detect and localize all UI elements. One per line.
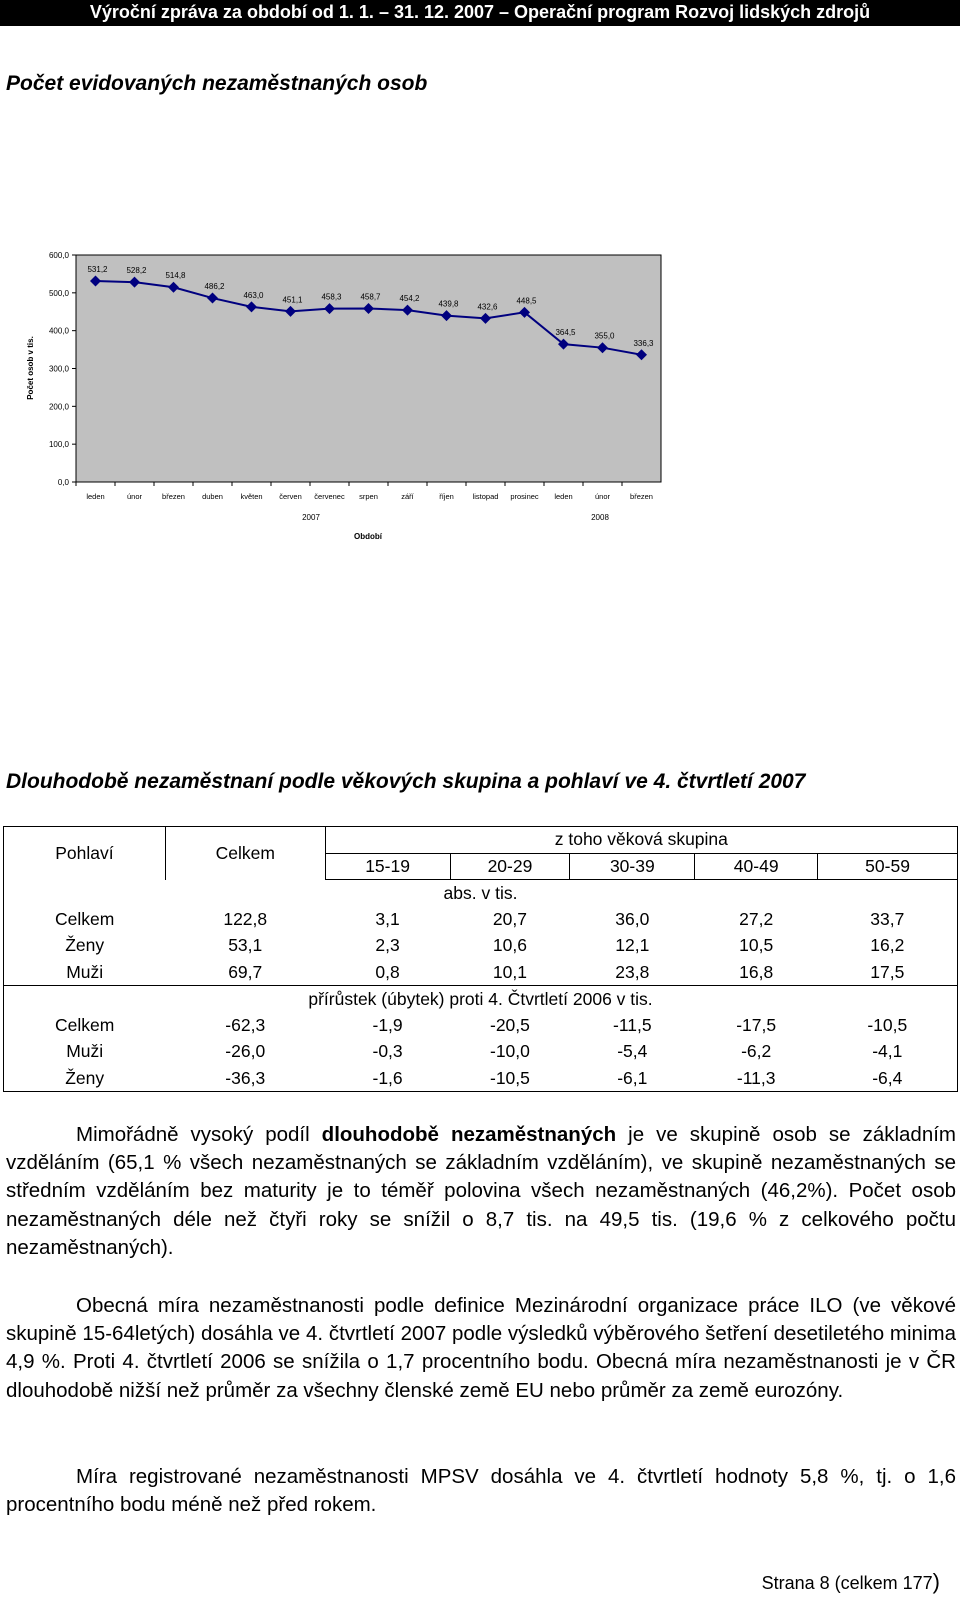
x-tick-label: září bbox=[401, 492, 414, 501]
header-age-30-39: 30-39 bbox=[570, 853, 695, 880]
paragraph-text: je ve skupině osob se základním vzděláním (65,1 % všech nezaměstnaných se základním vzděláním), ve skupině nezaměstnaných se středním vzděláním bez maturity je to téměř polovina všech nezaměstnaných (46,2%). Počet osob nezaměstnaných déle než čtyři roky se snížil o 8,7 tis. na 49,5 tis. (19,6 % z celkového počtu nezaměstnaných). bbox=[6, 1123, 956, 1259]
table-header-row bbox=[4, 827, 958, 854]
x-tick-label: duben bbox=[202, 492, 223, 501]
table-row bbox=[4, 1012, 958, 1039]
x-tick-label: únor bbox=[594, 492, 611, 501]
data-value-label: 448,5 bbox=[516, 296, 537, 306]
table-row bbox=[4, 906, 958, 933]
y-tick-label: 0,0 bbox=[57, 478, 69, 487]
cell-value: 20,7 bbox=[492, 908, 527, 929]
table-row bbox=[4, 1039, 958, 1066]
cell-value: 0,8 bbox=[325, 959, 450, 986]
x-tick-label: květen bbox=[240, 492, 263, 501]
cell-value: -11,5 bbox=[613, 1014, 652, 1035]
cell-value: -6,4 bbox=[818, 1065, 958, 1092]
cell-value: 16,2 bbox=[818, 933, 958, 960]
x-tick-label: únor bbox=[126, 492, 143, 501]
row-label: Celkem bbox=[4, 1012, 166, 1039]
data-value-label: 336,3 bbox=[633, 338, 654, 348]
chart-y-axis-label: Počet osob v tis. bbox=[26, 336, 35, 400]
y-tick-label: 200,0 bbox=[48, 402, 69, 412]
data-value-label: 364,5 bbox=[555, 328, 576, 338]
y-tick-label: 500,0 bbox=[48, 288, 69, 298]
row-label: Ženy bbox=[4, 933, 166, 960]
row-label: Ženy bbox=[4, 1065, 166, 1092]
data-value-label: 458,3 bbox=[321, 292, 342, 302]
row-label: Muži bbox=[4, 1039, 166, 1066]
chart-x-axis-label: Období bbox=[354, 532, 382, 541]
header-age-20-29: 20-29 bbox=[450, 853, 570, 880]
cell-value: -11,3 bbox=[695, 1065, 818, 1092]
y-tick-label: 100,0 bbox=[48, 440, 69, 450]
cell-celkem: -36,3 bbox=[165, 1065, 325, 1092]
x-tick-label: březen bbox=[162, 492, 185, 501]
data-value-label: 458,7 bbox=[360, 292, 381, 302]
cell-value: -5,4 bbox=[617, 1041, 648, 1062]
table-row bbox=[4, 1065, 958, 1092]
cell-value: -10,0 bbox=[490, 1041, 530, 1062]
cell-value: 27,2 bbox=[739, 908, 774, 929]
data-value-label: 451,1 bbox=[282, 295, 303, 305]
y-tick-label: 300,0 bbox=[48, 364, 69, 374]
section-title-long-term-unemployed: Dlouhodobě nezaměstnaní podle věkových skupina a pohlaví ve 4. čtvrtletí 2007 bbox=[6, 770, 806, 793]
chart-year-label-2008: 2008 bbox=[591, 513, 609, 522]
x-tick-label: leden bbox=[86, 492, 105, 501]
cell-celkem: 53,1 bbox=[228, 935, 263, 956]
cell-value: 10,5 bbox=[739, 935, 774, 956]
section-title-registered-unemployed: Počet evidovaných nezaměstnaných osob bbox=[6, 72, 428, 95]
cell-celkem: 69,7 bbox=[165, 959, 325, 986]
row-label: Muži bbox=[4, 959, 166, 986]
cell-value: 23,8 bbox=[570, 959, 695, 986]
paragraph-ilo-rate bbox=[6, 1292, 956, 1405]
data-value-label: 454,2 bbox=[399, 294, 420, 304]
data-value-label: 528,2 bbox=[126, 266, 147, 276]
unemployment-line-chart bbox=[0, 240, 680, 560]
x-tick-label: říjen bbox=[439, 492, 454, 501]
paragraph-text: Míra registrované nezaměstnanosti MPSV dosáhla ve 4. čtvrtletí hodnoty 5,8 %, tj. o 1,6 procentního bodu méně než před rokem. bbox=[6, 1465, 956, 1517]
x-tick-label: červenec bbox=[314, 492, 345, 501]
data-value-label: 355,0 bbox=[594, 331, 615, 341]
cell-value: -1,9 bbox=[372, 1014, 403, 1035]
table-subheader-change bbox=[4, 986, 958, 1013]
cell-value: -20,5 bbox=[490, 1014, 530, 1035]
cell-value: 17,5 bbox=[818, 959, 958, 986]
cell-celkem: 122,8 bbox=[223, 908, 268, 929]
header-age-group: z toho věková skupina bbox=[325, 827, 957, 854]
cell-celkem: -62,3 bbox=[225, 1014, 266, 1035]
cell-value: 12,1 bbox=[615, 935, 650, 956]
header-celkem: Celkem bbox=[165, 827, 325, 880]
cell-value: -10,5 bbox=[450, 1065, 570, 1092]
cell-value: -17,5 bbox=[736, 1014, 777, 1035]
data-value-label: 439,8 bbox=[438, 299, 459, 309]
cell-value: -6,1 bbox=[570, 1065, 695, 1092]
cell-value: -0,3 bbox=[372, 1041, 403, 1062]
cell-value: -10,5 bbox=[818, 1012, 958, 1039]
x-tick-label: březen bbox=[630, 492, 653, 501]
x-tick-label: červen bbox=[279, 492, 302, 501]
table-subheader-abs bbox=[4, 880, 958, 907]
header-age-50-59: 50-59 bbox=[818, 853, 958, 880]
header-age-40-49: 40-49 bbox=[695, 853, 818, 880]
table-row bbox=[4, 933, 958, 960]
x-tick-label: listopad bbox=[472, 492, 499, 501]
data-value-label: 531,2 bbox=[87, 265, 108, 275]
cell-value: 10,1 bbox=[450, 959, 570, 986]
x-tick-label: prosinec bbox=[510, 492, 539, 501]
cell-value: -4,1 bbox=[818, 1039, 958, 1066]
data-value-label: 463,0 bbox=[243, 290, 264, 300]
subheader-change: přírůstek (úbytek) proti 4. Čtvrtletí 2006 v tis. bbox=[4, 986, 958, 1013]
cell-celkem: -26,0 bbox=[225, 1041, 266, 1062]
page-footer bbox=[762, 1569, 940, 1595]
cell-value: 16,8 bbox=[695, 959, 818, 986]
chart-plot-area bbox=[76, 255, 661, 482]
cell-value: 36,0 bbox=[615, 908, 650, 929]
paragraph-long-term bbox=[6, 1121, 956, 1262]
chart-x-axis bbox=[76, 482, 653, 501]
x-tick-label: leden bbox=[554, 492, 573, 501]
y-tick-label: 600,0 bbox=[48, 251, 69, 260]
data-value-label: 486,2 bbox=[204, 282, 225, 292]
table-row bbox=[4, 959, 958, 986]
cell-value: 10,6 bbox=[492, 935, 527, 956]
paragraph-mpsv-rate bbox=[6, 1463, 956, 1519]
report-header: Výroční zpráva za období od 1. 1. – 31. 12. 2007 – Operační program Rozvoj lidských zdrojů bbox=[0, 0, 960, 26]
data-value-label: 432,6 bbox=[477, 302, 498, 312]
data-value-label: 514,8 bbox=[165, 271, 186, 281]
cell-value: 33,7 bbox=[818, 906, 958, 933]
subheader-abs: abs. v tis. bbox=[4, 880, 958, 907]
paragraph-text: Obecná míra nezaměstnanosti podle definice Mezinárodní organizace práce ILO (ve věkové skupině 15-64letých) dosáhla ve 4. čtvrtletí 2007 podle výsledků výběrového šetření desetiletého minima 4,9 %. Proti 4. čtvrtletí 2006 se snížila o 1,7 procentního bodu. Obecná míra nezaměstnanosti je v ČR dlouhodobě nižší než průměr za všechny členské země EU nebo průměr za země eurozóny. bbox=[6, 1294, 956, 1402]
y-tick-label: 400,0 bbox=[48, 326, 69, 336]
cell-value: 2,3 bbox=[375, 935, 400, 956]
page-number: Strana 8 (celkem 177 bbox=[761, 1573, 933, 1593]
cell-value: -6,2 bbox=[741, 1041, 772, 1062]
page-number-paren: ) bbox=[932, 1569, 940, 1594]
chart-year-label-2007: 2007 bbox=[302, 513, 320, 522]
chart-y-axis bbox=[49, 251, 76, 487]
paragraph-text: Mimořádně vysoký podíl bbox=[76, 1123, 322, 1146]
header-age-15-19: 15-19 bbox=[325, 853, 450, 880]
paragraph-bold-text: dlouhodobě nezaměstnaných bbox=[321, 1123, 617, 1146]
long-term-unemployed-table bbox=[3, 826, 958, 1092]
header-pohlavi: Pohlaví bbox=[4, 827, 166, 880]
cell-value: 3,1 bbox=[375, 908, 400, 929]
cell-value: -1,6 bbox=[325, 1065, 450, 1092]
row-label: Celkem bbox=[4, 906, 166, 933]
x-tick-label: srpen bbox=[359, 492, 378, 501]
